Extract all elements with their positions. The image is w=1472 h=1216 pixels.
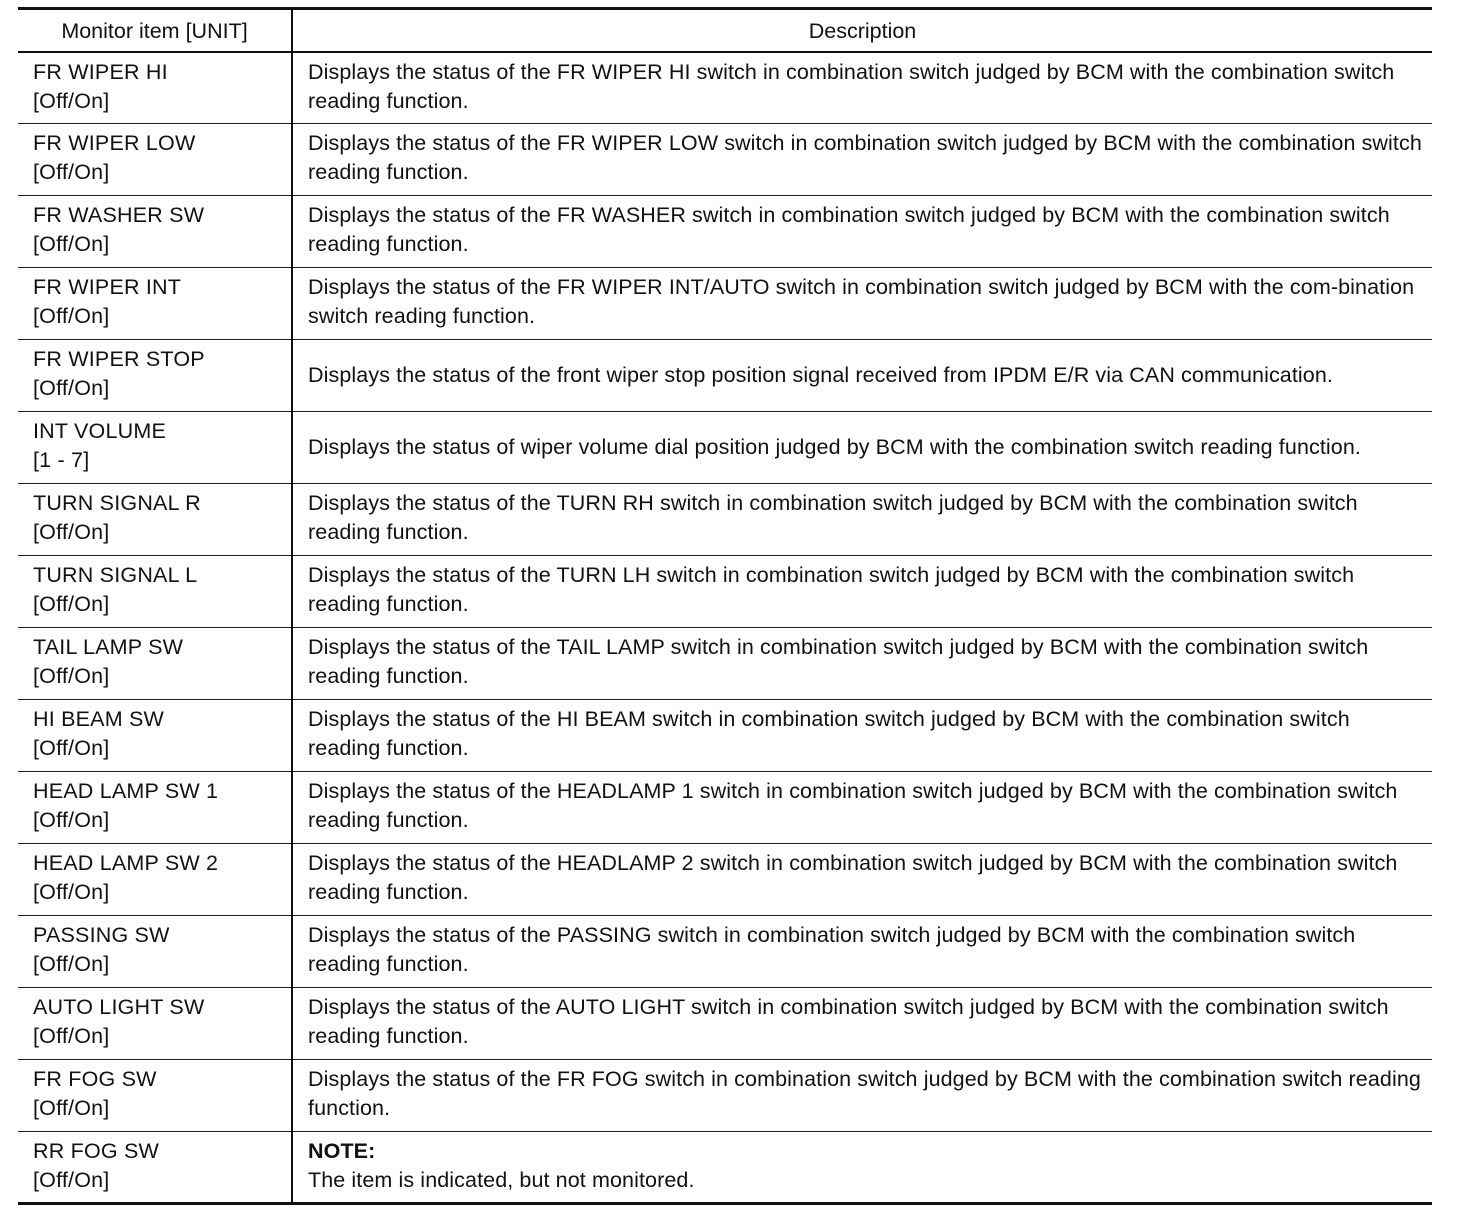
description-cell: Displays the status of the PASSING switch in combination switch judged by BCM with the combination switch reading function. — [292, 916, 1432, 988]
description-cell: Displays the status of the HEADLAMP 2 switch in combination switch judged by BCM with the combination switch reading function. — [292, 844, 1432, 916]
description-cell: Displays the status of wiper volume dial position judged by BCM with the combination switch reading function. — [292, 412, 1432, 484]
monitor-item-cell — [18, 916, 292, 988]
table-row — [18, 484, 1432, 556]
description-cell: Displays the status of the FR WIPER INT/AUTO switch in combination switch judged by BCM with the com-bination switch reading function. — [292, 268, 1432, 340]
monitor-item-unit: [Off/On] — [33, 808, 110, 832]
monitor-item-cell — [18, 268, 292, 340]
description-cell: Displays the status of the TAIL LAMP switch in combination switch judged by BCM with the combination switch reading function. — [292, 628, 1432, 700]
monitor-item-unit: [Off/On] — [33, 520, 110, 544]
column-header-monitor-item: Monitor item [UNIT] — [18, 9, 292, 52]
table-row — [18, 916, 1432, 988]
monitor-item-name: TURN SIGNAL L — [33, 563, 198, 587]
note-text: The item is indicated, but not monitored. — [308, 1168, 695, 1192]
table-row — [18, 196, 1432, 268]
description-cell: Displays the status of the AUTO LIGHT switch in combination switch judged by BCM with the combination switch reading function. — [292, 988, 1432, 1060]
monitor-item-name: INT VOLUME — [33, 419, 167, 443]
monitor-item-name: TAIL LAMP SW — [33, 635, 184, 659]
table-row — [18, 628, 1432, 700]
note-label: NOTE: — [308, 1139, 376, 1163]
description-cell: Displays the status of the FR WASHER switch in combination switch judged by BCM with the combination switch reading function. — [292, 196, 1432, 268]
monitor-item-name: FR WASHER SW — [33, 203, 205, 227]
monitor-item-table — [18, 7, 1432, 1205]
monitor-item-cell — [18, 1132, 292, 1204]
monitor-item-name: AUTO LIGHT SW — [33, 995, 205, 1019]
description-cell: Displays the status of the TURN RH switch in combination switch judged by BCM with the combination switch reading function. — [292, 484, 1432, 556]
table-row — [18, 124, 1432, 196]
monitor-item-cell — [18, 1060, 292, 1132]
monitor-item-name: TURN SIGNAL R — [33, 491, 201, 515]
monitor-item-unit: [Off/On] — [33, 1168, 110, 1192]
description-cell: Displays the status of the FR WIPER LOW switch in combination switch judged by BCM with the combination switch reading function. — [292, 124, 1432, 196]
table-row — [18, 844, 1432, 916]
monitor-item-table-container — [18, 7, 1432, 1205]
monitor-item-name: HEAD LAMP SW 1 — [33, 779, 219, 803]
monitor-item-cell — [18, 988, 292, 1060]
column-header-description: Description — [292, 9, 1432, 52]
table-row — [18, 52, 1432, 124]
description-cell: Displays the status of the TURN LH switch in combination switch judged by BCM with the combination switch reading function. — [292, 556, 1432, 628]
monitor-item-unit: [Off/On] — [33, 160, 110, 184]
monitor-item-name: FR WIPER HI — [33, 59, 168, 84]
table-row — [18, 556, 1432, 628]
monitor-item-unit: [Off/On] — [33, 1096, 110, 1120]
monitor-item-cell — [18, 628, 292, 700]
description-cell: Displays the status of the front wiper stop position signal received from IPDM E/R via CAN communication. — [292, 340, 1432, 412]
monitor-item-name: PASSING SW — [33, 923, 170, 947]
table-row — [18, 772, 1432, 844]
monitor-item-unit: [Off/On] — [33, 88, 110, 113]
monitor-item-unit: [Off/On] — [33, 304, 110, 328]
description-cell — [292, 1132, 1432, 1204]
monitor-item-cell — [18, 700, 292, 772]
table-row — [18, 988, 1432, 1060]
monitor-item-unit: [Off/On] — [33, 376, 110, 400]
monitor-item-unit: [Off/On] — [33, 592, 110, 616]
monitor-item-cell — [18, 124, 292, 196]
monitor-item-name: HI BEAM SW — [33, 707, 165, 731]
monitor-item-cell — [18, 340, 292, 412]
description-cell: Displays the status of the FR FOG switch in combination switch judged by BCM with the combination switch reading function. — [292, 1060, 1432, 1132]
table-row — [18, 412, 1432, 484]
table-header-row — [18, 9, 1432, 52]
monitor-item-name: FR FOG SW — [33, 1067, 157, 1091]
monitor-item-cell — [18, 772, 292, 844]
monitor-item-cell — [18, 556, 292, 628]
table-row — [18, 1132, 1432, 1204]
table-row — [18, 340, 1432, 412]
monitor-item-name: HEAD LAMP SW 2 — [33, 851, 219, 875]
monitor-item-cell — [18, 412, 292, 484]
monitor-item-unit: [Off/On] — [33, 232, 110, 256]
table-row — [18, 268, 1432, 340]
monitor-item-unit: [Off/On] — [33, 664, 110, 688]
monitor-item-unit: [Off/On] — [33, 880, 110, 904]
monitor-item-cell — [18, 844, 292, 916]
monitor-item-unit: [Off/On] — [33, 736, 110, 760]
monitor-item-cell — [18, 52, 292, 124]
monitor-item-name: RR FOG SW — [33, 1139, 160, 1163]
description-cell: Displays the status of the FR WIPER HI switch in combination switch judged by BCM with the combination switch reading function. — [292, 52, 1432, 124]
monitor-item-cell — [18, 196, 292, 268]
table-row — [18, 1060, 1432, 1132]
monitor-item-name: FR WIPER LOW — [33, 131, 196, 155]
monitor-item-cell — [18, 484, 292, 556]
description-cell: Displays the status of the HEADLAMP 1 switch in combination switch judged by BCM with the combination switch reading function. — [292, 772, 1432, 844]
monitor-item-unit: [1 - 7] — [33, 448, 90, 472]
description-cell: Displays the status of the HI BEAM switch in combination switch judged by BCM with the combination switch reading function. — [292, 700, 1432, 772]
table-row — [18, 700, 1432, 772]
monitor-item-name: FR WIPER STOP — [33, 347, 205, 371]
monitor-item-name: FR WIPER INT — [33, 275, 182, 299]
monitor-item-unit: [Off/On] — [33, 952, 110, 976]
monitor-item-unit: [Off/On] — [33, 1024, 110, 1048]
